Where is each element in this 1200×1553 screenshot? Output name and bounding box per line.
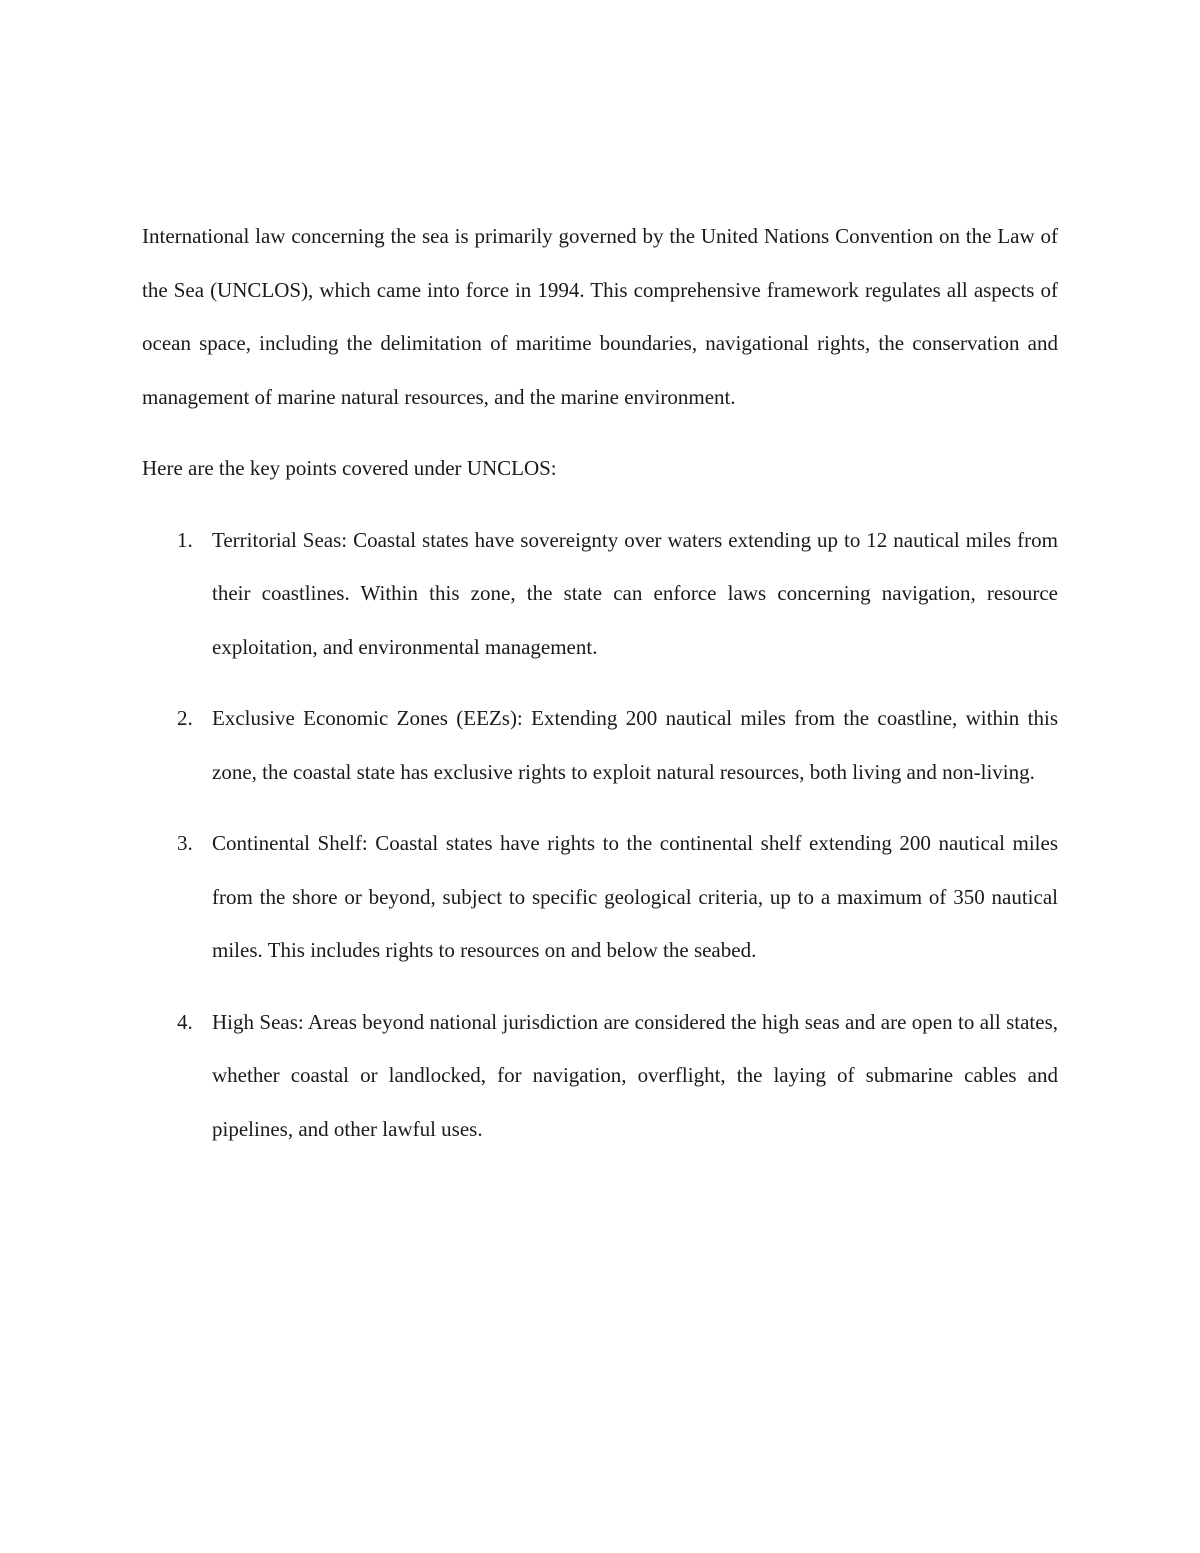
key-points-list [142,514,1058,1157]
key-point-high-seas [142,996,1058,1157]
list-item-number: 3. [177,831,193,855]
intro-paragraph: International law concerning the sea is primarily governed by the United Nations Convention on the Law of the Sea (UNCLOS), which came into force in 1994. This comprehensive framework regulates all aspects of ocean space, including the delimitation of maritime boundaries, navigational rights, the conservation and management of marine natural resources, and the marine environment. [142,224,1058,409]
list-item-number: 1. [177,527,193,552]
key-point-territorial-seas [142,514,1058,675]
list-lead-text: Here are the key points covered under UNCLOS: [142,456,557,480]
list-item-number: 4. [177,1009,193,1034]
list-item-text: Continental Shelf: Coastal states have rights to the continental shelf extending 200 nautical miles from the shore or beyond, subject to specific geological criteria, up to a maximum of 350 nautical miles. This includes rights to resources on and below the seabed. [212,831,1058,962]
key-point-exclusive-economic-zones [142,692,1058,799]
list-item-number: 2. [177,706,193,730]
list-item-text: High Seas: Areas beyond national jurisdiction are considered the high seas and are open to all states, whether coastal or landlocked, for navigation, overflight, the laying of submarine cables and pipelines, and other lawful uses. [212,1009,1058,1141]
key-point-continental-shelf [142,817,1058,978]
document-body [142,210,1058,1174]
list-item-text: Exclusive Economic Zones (EEZs): Extending 200 nautical miles from the coastline, within this zone, the coastal state has exclusive rights to exploit natural resources, both living and non-living. [212,706,1058,784]
list-item-text: Territorial Seas: Coastal states have sovereignty over waters extending up to 12 nautical miles from their coastlines. Within this zone, the state can enforce laws concerning navigation, resource exploitation, and environmental management. [212,527,1058,659]
